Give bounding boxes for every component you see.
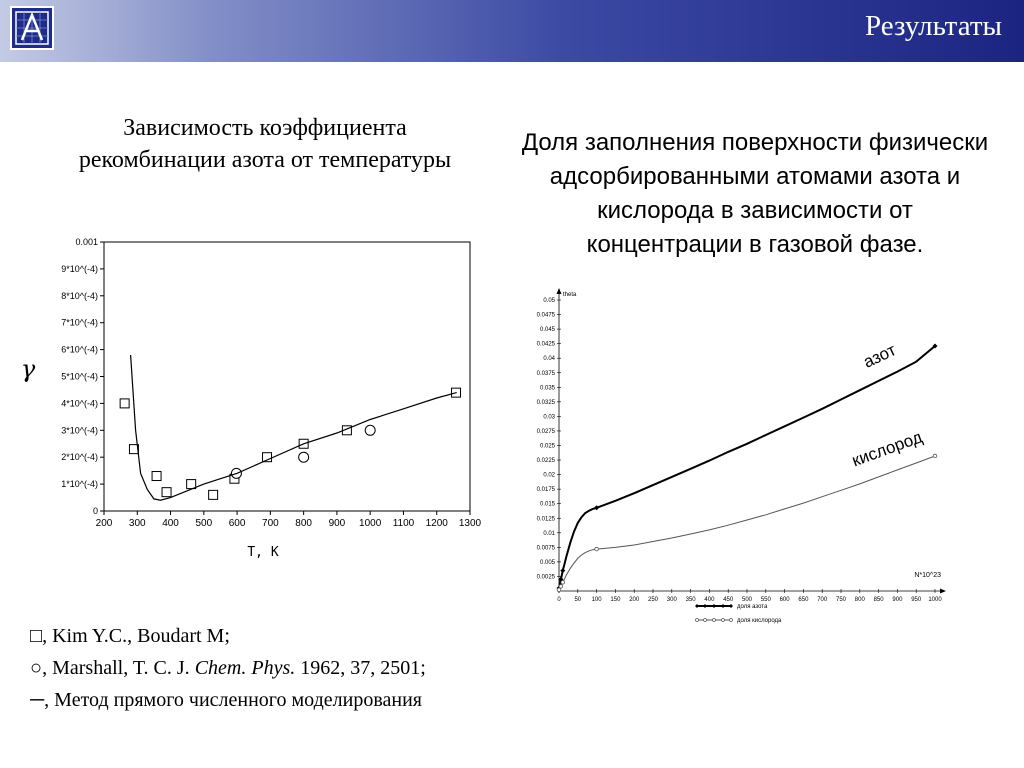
circle-marker xyxy=(595,547,599,551)
oxygen-annotation: кислород xyxy=(849,427,925,471)
legend-diamond-marker xyxy=(703,604,707,608)
x-tick-label: 950 xyxy=(911,597,922,603)
circle-marker xyxy=(559,585,563,589)
circle-marker xyxy=(933,454,937,458)
x-tick-label: 650 xyxy=(798,597,809,603)
x-tick-label: 500 xyxy=(741,597,753,603)
y-tick-label: 0.0075 xyxy=(536,545,555,552)
x-tick-label: 750 xyxy=(835,597,847,603)
circle-marker xyxy=(561,580,565,584)
journal-name: Chem. Phys. xyxy=(194,657,296,679)
y-tick-label: 0.05 xyxy=(543,298,555,304)
legend-diamond-marker xyxy=(712,604,716,608)
x-tick-label: 700 xyxy=(262,518,279,529)
y-tick-label: 4*10^(-4) xyxy=(61,398,98,409)
y-tick-label: 0.0125 xyxy=(536,516,555,523)
x-tick-label: 150 xyxy=(610,597,621,603)
x-tick-label: 50 xyxy=(574,597,582,603)
legend-diamond-marker xyxy=(721,604,725,608)
legend-circle-marker xyxy=(722,619,725,622)
x-tick-label: 500 xyxy=(195,518,213,529)
legend-diamond-marker xyxy=(729,604,733,608)
y-tick-label: 0.02 xyxy=(543,472,555,479)
x-tick-label: 1000 xyxy=(359,518,382,529)
x-tick-label: 450 xyxy=(723,597,734,603)
reference-text: , Kim Y.C., Boudart M; xyxy=(42,625,230,647)
y-tick-label: 0.045 xyxy=(539,327,555,334)
y-tick-label: 0.03 xyxy=(543,414,555,421)
y-tick-label: 0.0275 xyxy=(536,428,555,435)
x-tick-label: 200 xyxy=(629,597,640,603)
y-tick-label: 0 xyxy=(92,506,98,516)
x-tick-label: 400 xyxy=(704,597,715,603)
x-tick-label: 900 xyxy=(892,597,903,603)
y-tick-label: 6*10^(-4) xyxy=(61,344,98,355)
series-line xyxy=(559,346,935,588)
legend-circle-marker xyxy=(696,619,699,622)
y-tick-label: 2*10^(-4) xyxy=(61,452,98,463)
y-tick-label: 0.015 xyxy=(539,501,555,508)
reference-item xyxy=(30,620,426,652)
legend-circle-marker xyxy=(713,619,716,622)
y-tick-label: 0.025 xyxy=(539,443,555,450)
y-axis-label: γ xyxy=(20,355,36,383)
square-marker: □ xyxy=(30,625,43,647)
circle-marker xyxy=(557,588,561,592)
y-tick-label: 0.0225 xyxy=(536,458,555,465)
y-tick-label: 9*10^(-4) xyxy=(61,263,98,274)
legend-label: доля кислорода xyxy=(737,618,782,624)
x-tick-label: 1000 xyxy=(928,597,942,603)
x-axis-label: T, K xyxy=(247,545,279,560)
legend-circle-marker xyxy=(730,619,733,622)
y-tick-label: 0.001 xyxy=(75,237,98,247)
references-block xyxy=(30,620,426,716)
y-tick-label: 8*10^(-4) xyxy=(61,290,98,301)
x-axis-label: N*10^23 xyxy=(914,572,941,579)
diamond-marker xyxy=(594,505,599,510)
y-axis-arrow-icon xyxy=(557,288,562,294)
reference-citation: 1962, 37, 2501; xyxy=(295,657,426,679)
reference-item xyxy=(30,684,426,716)
series-line xyxy=(559,456,935,590)
x-tick-label: 1200 xyxy=(425,518,448,529)
x-tick-label: 1100 xyxy=(392,518,415,529)
line-marker: ─ xyxy=(30,689,45,711)
x-axis-arrow-icon xyxy=(940,589,946,594)
x-tick-label: 0 xyxy=(557,597,561,603)
y-tick-label: 7*10^(-4) xyxy=(61,317,98,328)
y-axis-label: theta xyxy=(563,292,577,298)
x-tick-label: 250 xyxy=(647,597,659,603)
y-tick-label: 0.0175 xyxy=(536,487,555,494)
x-tick-label: 550 xyxy=(760,597,771,603)
y-tick-label: 5*10^(-4) xyxy=(61,371,98,382)
y-tick-label: 0.035 xyxy=(539,385,555,392)
y-tick-label: 0.0375 xyxy=(536,370,555,377)
legend-label: доля азота xyxy=(737,604,768,610)
x-tick-label: 350 xyxy=(685,597,696,603)
x-tick-label: 400 xyxy=(162,518,179,529)
legend-diamond-marker xyxy=(695,604,699,608)
y-tick-label: 0.0425 xyxy=(536,341,555,348)
reference-text: , Метод прямого численного моделирования xyxy=(44,689,422,711)
y-tick-label: 0.0475 xyxy=(536,312,555,319)
y-tick-label: 0.0025 xyxy=(536,574,555,581)
x-tick-label: 200 xyxy=(95,518,113,529)
x-tick-label: 600 xyxy=(779,597,790,603)
slide-title: Результаты xyxy=(865,10,1002,42)
nitrogen-annotation: азот xyxy=(860,340,899,372)
x-tick-label: 700 xyxy=(817,597,828,603)
y-tick-label: 0.01 xyxy=(543,530,555,537)
y-tick-label: 0.0325 xyxy=(536,399,555,406)
x-tick-label: 300 xyxy=(666,597,677,603)
y-tick-label: 0.005 xyxy=(539,559,555,566)
reference-item xyxy=(30,652,426,684)
legend-circle-marker xyxy=(704,619,707,622)
right-chart-caption: Доля заполнения поверхности физически адсорбированными атомами азота и кислорода в зависимости от концентрации в газовой фазе. xyxy=(521,129,989,258)
x-tick-label: 800 xyxy=(295,518,312,529)
x-tick-label: 800 xyxy=(854,597,865,603)
x-tick-label: 600 xyxy=(228,518,246,529)
left-chart-caption: Зависимость коэффициента рекомбинации азота от температуры xyxy=(78,115,452,173)
y-tick-label: 1*10^(-4) xyxy=(61,479,98,490)
y-tick-label: 3*10^(-4) xyxy=(61,425,98,436)
diamond-marker xyxy=(560,568,565,573)
circle-marker: ○ xyxy=(30,657,43,679)
y-tick-label: 0.04 xyxy=(543,356,555,363)
x-tick-label: 900 xyxy=(328,518,346,529)
reference-text: , Marshall, T. C. J. xyxy=(42,657,195,679)
x-tick-label: 1300 xyxy=(458,518,482,529)
x-tick-label: 300 xyxy=(128,518,146,529)
x-tick-label: 100 xyxy=(591,597,602,603)
x-tick-label: 850 xyxy=(873,597,884,603)
